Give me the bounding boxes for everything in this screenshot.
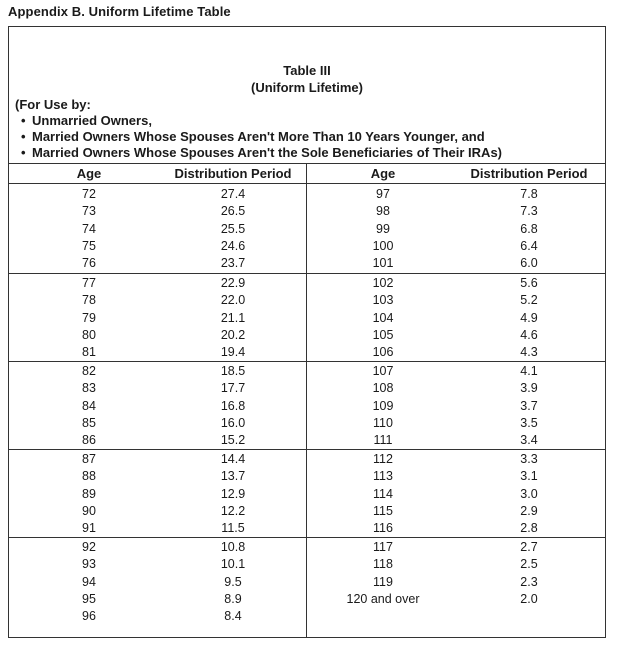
header-distribution-right: Distribution Period [470, 166, 588, 181]
distribution-period-cell: 2.7 [520, 540, 538, 554]
table-title: Table III [283, 63, 331, 78]
table-row [9, 256, 605, 273]
distribution-period-cell: 15.2 [220, 433, 246, 448]
age-cell: 107 [372, 364, 394, 378]
table-row [9, 433, 605, 450]
table-row [9, 399, 605, 416]
age-cell: 80 [82, 327, 96, 342]
age-cell: 85 [82, 415, 96, 430]
table-row [9, 452, 605, 469]
row-group [9, 449, 605, 536]
age-cell: 88 [82, 469, 96, 484]
age-cell: 120 and over [346, 591, 420, 606]
age-cell: 106 [372, 345, 394, 360]
age-cell: 95 [82, 591, 96, 606]
distribution-period-cell: 13.7 [220, 469, 246, 484]
intro-label: (For Use by: [15, 97, 91, 112]
age-cell: 115 [373, 503, 393, 518]
age-cell: 79 [82, 310, 96, 325]
age-cell: 78 [82, 293, 96, 308]
distribution-period-cell: 7.3 [520, 204, 538, 219]
age-cell: 119 [373, 574, 393, 589]
age-cell: 116 [373, 521, 393, 536]
distribution-period-cell: 9.5 [224, 574, 242, 589]
age-cell: 99 [376, 221, 390, 236]
age-cell: 76 [82, 256, 96, 271]
distribution-period-cell: 5.6 [520, 276, 538, 290]
age-cell: 81 [82, 345, 96, 360]
age-cell: 89 [82, 486, 96, 501]
row-group [9, 273, 605, 360]
age-cell: 84 [82, 398, 96, 413]
age-cell: 113 [373, 469, 393, 484]
age-cell: 110 [373, 415, 393, 430]
bullet-text: Married Owners Whose Spouses Aren't More Than 10 Years Younger, and [32, 129, 485, 144]
age-cell: 77 [82, 276, 96, 290]
distribution-period-cell: 3.4 [520, 433, 538, 448]
age-cell: 112 [373, 452, 393, 466]
table-row [9, 521, 605, 538]
distribution-period-cell: 4.1 [520, 364, 538, 378]
distribution-period-cell: 3.9 [520, 381, 538, 396]
distribution-period-cell: 3.5 [520, 415, 538, 430]
age-cell: 91 [82, 521, 96, 536]
distribution-period-cell: 2.3 [520, 574, 538, 589]
table-row [9, 311, 605, 328]
distribution-period-cell: 6.8 [520, 221, 538, 236]
header-age-right: Age [370, 166, 396, 181]
distribution-period-cell: 2.5 [520, 557, 538, 572]
table-row [9, 204, 605, 221]
table-row [9, 345, 605, 362]
bullet-item [15, 129, 502, 145]
distribution-period-cell: 21.1 [220, 310, 246, 325]
distribution-period-cell: 22.9 [220, 276, 246, 290]
distribution-period-cell: 12.9 [220, 486, 246, 501]
table-row [9, 469, 605, 486]
distribution-period-cell: 25.5 [220, 221, 246, 236]
distribution-period-cell: 26.5 [220, 204, 246, 219]
header-underline [9, 183, 605, 184]
table-row [9, 381, 605, 398]
distribution-period-cell: 4.6 [520, 327, 538, 342]
distribution-period-cell: 18.5 [220, 364, 246, 378]
table-row [9, 328, 605, 345]
distribution-period-cell: 5.2 [520, 293, 538, 308]
table-row [9, 276, 605, 293]
distribution-period-cell: 2.9 [520, 503, 538, 518]
distribution-period-cell: 2.0 [520, 591, 538, 606]
table-row [9, 504, 605, 521]
distribution-period-cell: 2.8 [520, 521, 538, 536]
distribution-period-cell: 11.5 [221, 521, 245, 536]
bullet-icon: • [21, 145, 26, 160]
age-cell: 101 [372, 256, 394, 271]
distribution-period-cell: 4.3 [520, 345, 538, 360]
distribution-period-cell: 3.1 [520, 469, 538, 484]
distribution-period-cell: 3.7 [520, 398, 538, 413]
row-group [9, 361, 605, 448]
distribution-period-cell: 19.4 [220, 345, 246, 360]
age-cell: 114 [373, 486, 393, 501]
distribution-period-cell: 8.9 [224, 591, 242, 606]
bullet-icon: • [21, 113, 26, 128]
age-cell: 90 [82, 503, 96, 518]
table-row [9, 364, 605, 381]
age-cell: 73 [82, 204, 96, 219]
age-cell: 96 [82, 609, 96, 624]
table-row [9, 575, 605, 592]
table-row [9, 416, 605, 433]
bullet-item [15, 145, 502, 161]
distribution-period-cell: 27.4 [220, 187, 246, 201]
distribution-period-cell: 7.8 [520, 187, 538, 201]
table-row [9, 557, 605, 574]
distribution-period-cell: 3.0 [520, 486, 538, 501]
table-row [9, 222, 605, 239]
age-cell: 74 [82, 221, 96, 236]
age-cell: 98 [376, 204, 390, 219]
appendix-title: Appendix B. Uniform Lifetime Table [8, 4, 231, 19]
age-cell: 118 [373, 557, 393, 572]
age-cell: 93 [82, 557, 96, 572]
bullet-icon: • [21, 129, 26, 144]
table-row [9, 487, 605, 504]
age-cell: 102 [372, 276, 394, 290]
table-subtitle: (Uniform Lifetime) [251, 80, 363, 95]
distribution-period-cell: 12.2 [220, 503, 246, 518]
bullet-text: Unmarried Owners, [32, 113, 152, 128]
distribution-period-cell: 16.0 [220, 415, 246, 430]
distribution-period-cell: 10.8 [220, 540, 246, 554]
age-cell: 82 [82, 364, 96, 378]
age-cell: 105 [372, 327, 394, 342]
table-row [9, 239, 605, 256]
distribution-period-cell: 8.4 [224, 609, 242, 624]
distribution-period-cell: 23.7 [220, 256, 246, 271]
age-cell: 104 [372, 310, 394, 325]
age-cell: 87 [82, 452, 96, 466]
age-cell: 117 [373, 540, 393, 554]
age-cell: 108 [372, 381, 394, 396]
age-cell: 111 [373, 433, 393, 448]
age-cell: 86 [82, 433, 96, 448]
distribution-period-cell: 20.2 [220, 327, 246, 342]
table-row [9, 609, 605, 626]
row-group [9, 537, 605, 624]
table-row [9, 293, 605, 310]
table-row [9, 540, 605, 557]
distribution-period-cell: 17.7 [220, 381, 246, 396]
age-cell: 75 [82, 238, 96, 253]
age-cell: 109 [372, 398, 394, 413]
age-cell: 83 [82, 381, 96, 396]
distribution-period-cell: 14.4 [220, 452, 246, 466]
distribution-period-cell: 22.0 [220, 293, 246, 308]
uniform-lifetime-table [8, 26, 606, 638]
table-header-row [9, 164, 605, 183]
age-cell: 103 [372, 293, 394, 308]
age-cell: 100 [372, 238, 394, 253]
age-cell: 94 [82, 574, 96, 589]
table-row [9, 592, 605, 609]
distribution-period-cell: 16.8 [220, 398, 246, 413]
distribution-period-cell: 10.1 [220, 557, 246, 572]
header-distribution-left: Distribution Period [174, 166, 292, 181]
distribution-period-cell: 6.4 [520, 238, 538, 253]
age-cell: 72 [82, 187, 96, 201]
row-group [9, 185, 605, 271]
age-cell: 97 [376, 187, 390, 201]
table-row [9, 187, 605, 204]
bullet-text: Married Owners Whose Spouses Aren't the Sole Beneficiaries of Their IRAs) [32, 145, 502, 160]
distribution-period-cell: 6.0 [520, 256, 538, 271]
distribution-period-cell: 24.6 [220, 238, 246, 253]
age-cell: 92 [82, 540, 96, 554]
header-age-left: Age [76, 166, 102, 181]
distribution-period-cell: 4.9 [520, 310, 538, 325]
distribution-period-cell: 3.3 [520, 452, 538, 466]
table-intro [15, 97, 502, 161]
bullet-item [15, 113, 502, 129]
